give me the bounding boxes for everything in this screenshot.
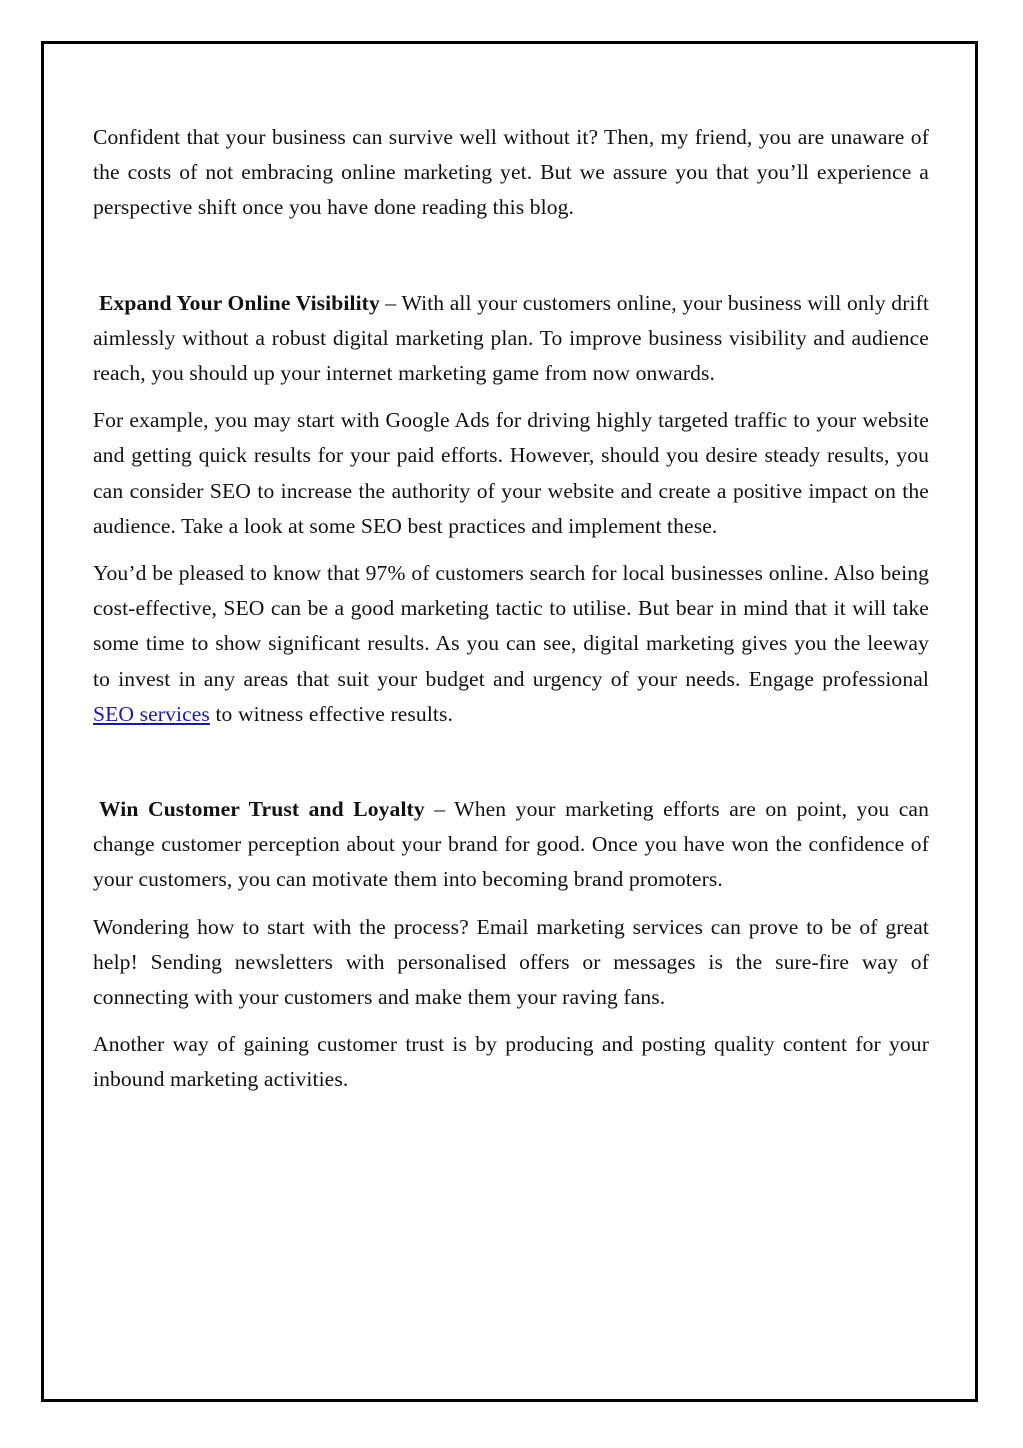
section1-paragraph-3	[93, 556, 929, 732]
section2-heading: Win Customer Trust and Loyalty	[99, 797, 425, 822]
section2-lead-text: When your marketing efforts are on point, you can change customer perception about your brand for good. Once you have won the confidence of your customers, you can motivate them into becoming brand promoters.	[93, 797, 930, 892]
section1-para3-tail: to witness effective results.	[209, 701, 454, 726]
intro-paragraph: Confident that your business can survive well without it? Then, my friend, you are unaware of the costs of not embracing online marketing yet. But we assure you that you’ll experience a perspective shift once you have done reading this blog.	[93, 125, 929, 220]
section2-paragraph-3: Another way of gaining customer trust is by producing and posting quality content for your inbound marketing activities.	[93, 1032, 929, 1092]
section-spacer	[93, 744, 929, 792]
section2-paragraph-2: Wondering how to start with the process? Email marketing services can prove to be of great help! Sending newsletters with personalised offers or messages is the sure-fire way of connecting with your customers and make them your raving fans.	[93, 914, 929, 1010]
section1-paragraph-2: For example, you may start with Google Ads for driving highly targeted traffic to your website and getting quick results for your paid efforts. However, should you desire steady results, you can consider SEO to increase the authority of your website and create a positive impact on the audience. Take a look at some SEO best practices and implement these.	[93, 408, 929, 538]
seo-services-link[interactable]: SEO services	[93, 701, 210, 726]
section1-lead-text: With all your customers online, your business will only drift aimlessly without a robust digital marketing plan. To improve business visibility and audience reach, you should up your internet marketing game from now onwards.	[93, 290, 929, 386]
section1-heading: Expand Your Online Visibility	[99, 290, 380, 315]
section1-lead-paragraph	[93, 286, 929, 392]
section1-heading-separator: –	[379, 290, 402, 315]
section2-lead-paragraph	[93, 792, 929, 898]
section2-heading-separator: –	[424, 797, 455, 822]
section1-para3-text: You’d be pleased to know that 97% of customers search for local businesses online. Also being cost-effective, SEO can be a good marketing tactic to utilise. But bear in mind that it will take some time to show significant results. As you can see, digital marketing gives you the leeway to invest in any areas that suit your budget and urgency of your needs. Engage professional	[93, 561, 929, 691]
section-spacer	[93, 238, 929, 286]
document-body	[93, 120, 929, 1110]
